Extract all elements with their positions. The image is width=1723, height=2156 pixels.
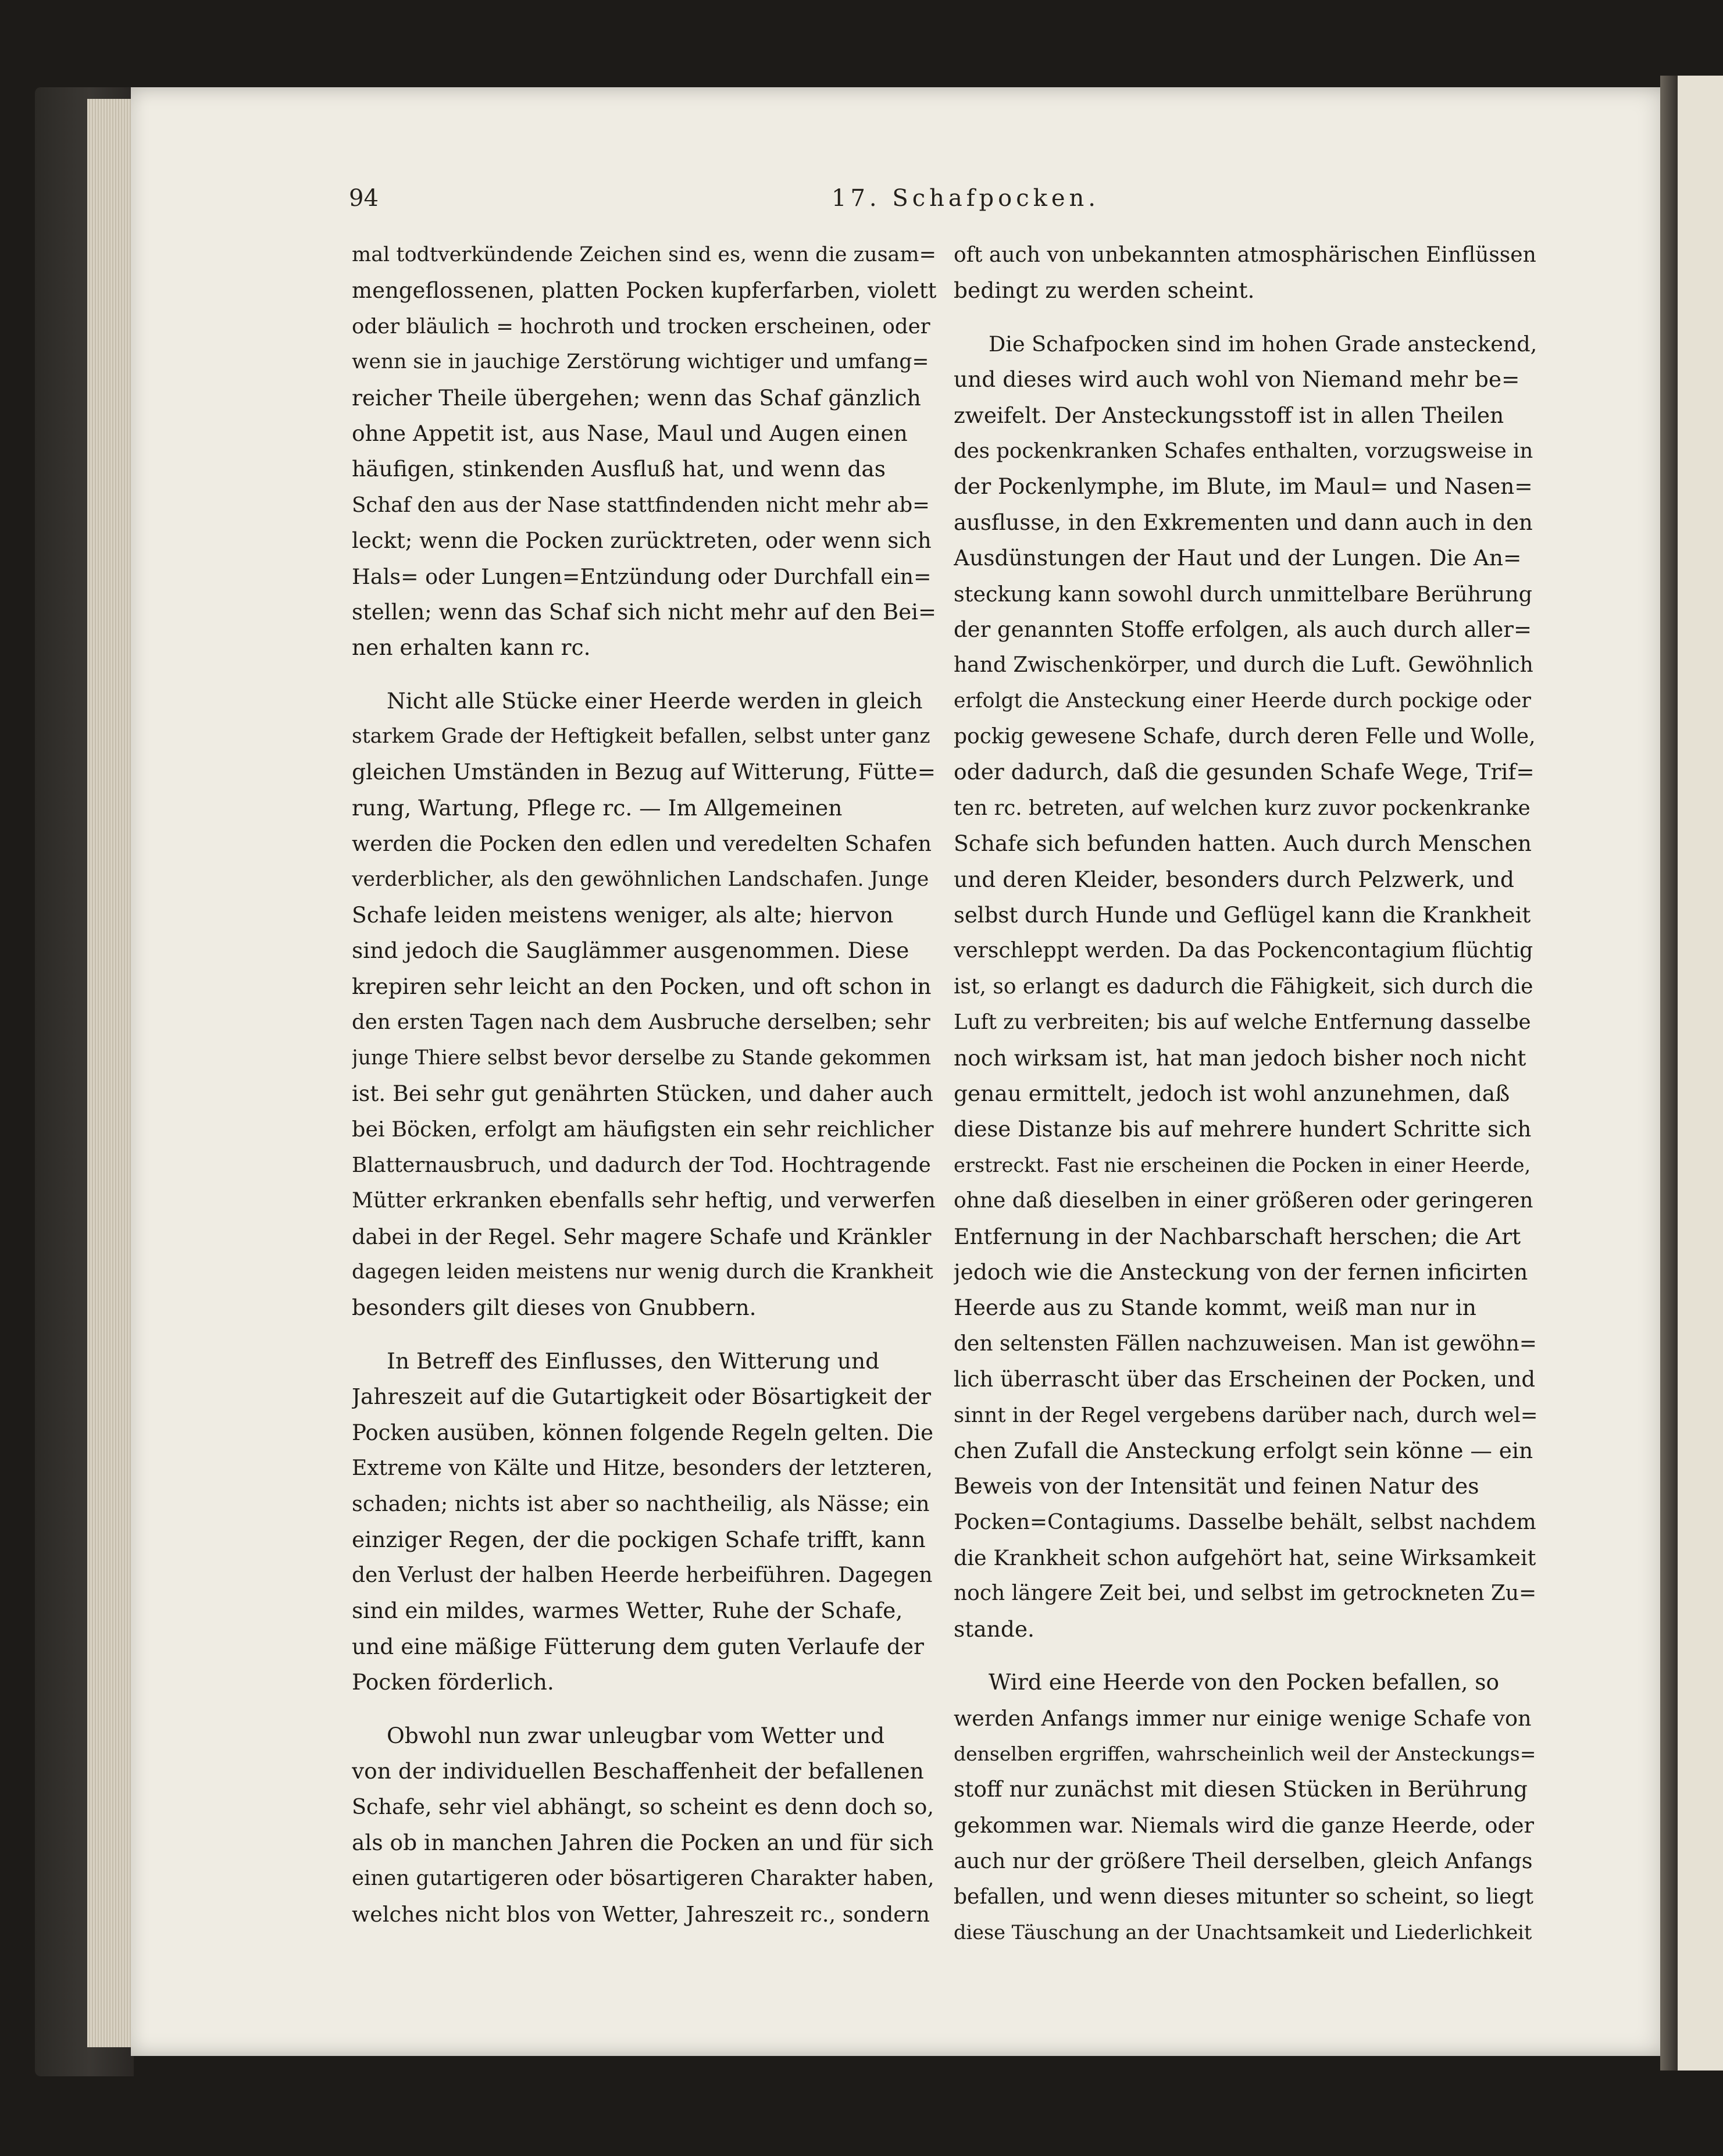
paragraph-gap xyxy=(954,1647,1538,1665)
text-line: werden Anfangs immer nur einige wenige Schafe von xyxy=(954,1705,1532,1731)
text-line: ohne daß dieselben in einer größeren oder geringeren xyxy=(954,1189,1533,1213)
text-line: des pockenkranken Schafes enthalten, vorzugsweise in xyxy=(954,439,1533,463)
text-line: junge Thiere selbst bevor derselbe zu Stande gekommen xyxy=(352,1046,932,1070)
text-line: Schafe sich befunden hatten. Auch durch Menschen xyxy=(954,831,1532,857)
page-header xyxy=(349,185,1442,220)
paragraph-gap xyxy=(954,309,1538,326)
text-line: zweifelt. Der Ansteckungsstoff ist in allen Theilen xyxy=(954,402,1504,428)
text-line: die Krankheit schon aufgehört hat, seine Wirksamkeit xyxy=(954,1545,1536,1571)
text-line: den ersten Tagen nach dem Ausbruche derselben; sehr xyxy=(352,1010,930,1035)
text-line: Hals= oder Lungen=Entzündung oder Durchfall ein= xyxy=(352,564,932,589)
text-line: und deren Kleider, besonders durch Pelzwerk, und xyxy=(954,866,1514,892)
text-line: erfolgt die Ansteckung einer Heerde durch pockige oder xyxy=(954,689,1531,712)
text-line: mengeflossenen, platten Pocken kupferfarben, violett xyxy=(352,278,936,304)
text-line: Schafe leiden meistens weniger, als alte; hiervon xyxy=(352,902,894,928)
text-line: Pocken förderlich. xyxy=(352,1669,554,1695)
text-line: pockig gewesene Schafe, durch deren Felle und Wolle, xyxy=(954,725,1536,749)
text-line: Ausdünstungen der Haut und der Lungen. Die An= xyxy=(954,545,1522,571)
text-line: verderblicher, als den gewöhnlichen Landschafen. Junge xyxy=(352,867,929,891)
text-line: nen erhalten kann rc. xyxy=(352,635,591,661)
text-line: sind ein mildes, warmes Wetter, Ruhe der Schafe, xyxy=(352,1598,903,1624)
text-line: noch längere Zeit bei, und selbst im getrockneten Zu= xyxy=(954,1581,1537,1606)
text-line: diese Täuschung an der Unachtsamkeit und Liederlichkeit xyxy=(954,1920,1532,1944)
right-text-column xyxy=(954,237,1538,1950)
text-line: als ob in manchen Jahren die Pocken an und für sich xyxy=(352,1829,934,1855)
text-line: ist, so erlangt es dadurch die Fähigkeit, sich durch die xyxy=(954,974,1533,999)
text-line: jedoch wie die Ansteckung von der fernen inficirten xyxy=(954,1259,1528,1285)
text-line: In Betreff des Einflusses, den Witterung und xyxy=(387,1348,880,1374)
text-line: ausflusse, in den Exkrementen und dann auch in den xyxy=(954,509,1533,535)
text-line: dagegen leiden meistens nur wenig durch die Krankheit xyxy=(352,1260,933,1284)
text-line: Entfernung in der Nachbarschaft herschen; die Art xyxy=(954,1223,1521,1249)
text-line: lich überrascht über das Erscheinen der Pocken, und xyxy=(954,1367,1536,1392)
text-line: genau ermittelt, jedoch ist wohl anzunehmen, daß xyxy=(954,1080,1510,1106)
text-line: den seltensten Fällen nachzuweisen. Man ist gewöhn= xyxy=(954,1331,1537,1356)
text-line: ten rc. betreten, auf welchen kurz zuvor pockenkranke xyxy=(954,796,1531,820)
text-line: diese Distanze bis auf mehrere hundert Schritte sich xyxy=(954,1117,1532,1142)
text-line: hand Zwischenkörper, und durch die Luft. Gewöhnlich xyxy=(954,653,1533,678)
text-line: einziger Regen, der die pockigen Schafe trifft, kann xyxy=(352,1526,926,1552)
text-line: Blatternausbruch, und dadurch der Tod. Hochtragende xyxy=(352,1153,931,1177)
text-line: Heerde aus zu Stande kommt, weiß man nur in xyxy=(954,1295,1476,1321)
text-line: dabei in der Regel. Sehr magere Schafe und Kränkler xyxy=(352,1224,932,1249)
text-line: den Verlust der halben Heerde herbeiführen. Dagegen xyxy=(352,1563,933,1588)
text-line: Die Schafpocken sind im hohen Grade ansteckend, xyxy=(989,331,1537,357)
text-line: gleichen Umständen in Bezug auf Witterung, Fütte= xyxy=(352,759,936,785)
text-line: besonders gilt dieses von Gnubbern. xyxy=(352,1295,757,1321)
text-line: Nicht alle Stücke einer Heerde werden in gleich xyxy=(387,687,923,714)
text-line: Schaf den aus der Nase stattfindenden nicht mehr ab= xyxy=(352,493,930,517)
text-line: auch nur der größere Theil derselben, gleich Anfangs xyxy=(954,1848,1533,1874)
text-line: wenn sie in jauchige Zerstörung wichtiger und umfang= xyxy=(352,350,929,374)
text-line: denselben ergriffen, wahrscheinlich weil der Ansteckungs= xyxy=(954,1742,1536,1766)
text-line: und eine mäßige Fütterung dem guten Verlaufe der xyxy=(352,1633,924,1659)
text-line: erstreckt. Fast nie erscheinen die Pocken in einer Heerde, xyxy=(954,1153,1531,1177)
text-line: ohne Appetit ist, aus Nase, Maul und Augen einen xyxy=(352,420,908,446)
text-line: Schafe, sehr viel abhängt, so scheint es denn doch so, xyxy=(352,1794,934,1820)
left-text-column xyxy=(352,237,936,1932)
text-line: Pocken=Contagiums. Dasselbe behält, selbst nachdem xyxy=(954,1510,1536,1534)
text-line: verschleppt werden. Da das Pockencontagium flüchtig xyxy=(954,939,1533,963)
paragraph-gap xyxy=(352,1701,936,1718)
text-line: Jahreszeit auf die Gutartigkeit oder Bösartigkeit der xyxy=(352,1384,932,1410)
text-line: der Pockenlymphe, im Blute, im Maul= und Nasen= xyxy=(954,473,1533,500)
paragraph-gap xyxy=(352,666,936,683)
text-line: und dieses wird auch wohl von Niemand mehr be= xyxy=(954,366,1520,393)
text-line: Mütter erkranken ebenfalls sehr heftig, und verwerfen xyxy=(352,1189,936,1213)
text-line: krepiren sehr leicht an den Pocken, und oft schon in xyxy=(352,973,932,999)
text-line: gekommen war. Niemals wird die ganze Heerde, oder xyxy=(954,1812,1534,1838)
text-line: stoff nur zunächst mit diesen Stücken in Berührung xyxy=(954,1776,1528,1802)
text-line: starkem Grade der Heftigkeit befallen, selbst unter ganz xyxy=(352,725,930,749)
text-line: bedingt zu werden scheint. xyxy=(954,277,1255,304)
facing-page-edge xyxy=(1678,76,1723,2071)
text-line: stande. xyxy=(954,1616,1034,1642)
running-head: 17. Schafpocken. xyxy=(832,185,1100,212)
text-line: einen gutartigeren oder bösartigeren Charakter haben, xyxy=(352,1866,934,1891)
text-line: häufigen, stinkenden Ausfluß hat, und wenn das xyxy=(352,456,886,482)
text-line: werden die Pocken den edlen und veredelten Schafen xyxy=(352,831,932,857)
text-line: Luft zu verbreiten; bis auf welche Entfernung dasselbe xyxy=(954,1010,1531,1035)
text-line: ist. Bei sehr gut genährten Stücken, und daher auch xyxy=(352,1080,933,1106)
text-line: Wird eine Heerde von den Pocken befallen, so xyxy=(989,1669,1500,1695)
text-line: sinnt in der Regel vergebens darüber nach, durch wel= xyxy=(954,1403,1538,1427)
text-line: rung, Wartung, Pflege rc. — Im Allgemeinen xyxy=(352,794,843,821)
text-line: welches nicht blos von Wetter, Jahreszeit rc., sondern xyxy=(352,1901,930,1927)
text-line: Obwohl nun zwar unleugbar vom Wetter und xyxy=(387,1722,885,1748)
text-line: sind jedoch die Sauglämmer ausgenommen. Diese xyxy=(352,938,909,964)
text-line: der genannten Stoffe erfolgen, als auch durch aller= xyxy=(954,616,1532,642)
text-line: selbst durch Hunde und Geflügel kann die Krankheit xyxy=(954,903,1531,928)
text-line: chen Zufall die Ansteckung erfolgt sein könne — ein xyxy=(954,1437,1533,1463)
text-line: Pocken ausüben, können folgende Regeln gelten. Die xyxy=(352,1420,934,1445)
text-line: leckt; wenn die Pocken zurücktreten, oder wenn sich xyxy=(352,528,932,554)
paragraph-gap xyxy=(352,1326,936,1344)
text-line: oder bläulich = hochroth und trocken erscheinen, oder xyxy=(352,314,930,338)
text-line: steckung kann sowohl durch unmittelbare Berührung xyxy=(954,581,1533,607)
text-line: reicher Theile übergehen; wenn das Schaf gänzlich xyxy=(352,384,921,411)
text-line: bei Böcken, erfolgt am häufigsten ein sehr reichlicher xyxy=(352,1117,934,1142)
text-line: oder dadurch, daß die gesunden Schafe Wege, Trif= xyxy=(954,759,1535,785)
text-line: befallen, und wenn dieses mitunter so scheint, so liegt xyxy=(954,1884,1534,1909)
text-line: stellen; wenn das Schaf sich nicht mehr auf den Bei= xyxy=(352,599,936,625)
text-line: mal todtverkündende Zeichen sind es, wenn die zusam= xyxy=(352,243,936,266)
text-line: Extreme von Kälte und Hitze, besonders der letzteren, xyxy=(352,1456,933,1480)
text-line: oft auch von unbekannten atmosphärischen Einflüssen xyxy=(954,243,1536,267)
text-line: von der individuellen Beschaffenheit der befallenen xyxy=(352,1758,924,1784)
text-line: noch wirksam ist, hat man jedoch bisher noch nicht xyxy=(954,1045,1526,1071)
page-number: 94 xyxy=(349,185,379,212)
text-line: Beweis von der Intensität und feinen Natur des xyxy=(954,1473,1479,1499)
text-line: schaden; nichts ist aber so nachtheilig, als Nässe; ein xyxy=(352,1491,930,1517)
